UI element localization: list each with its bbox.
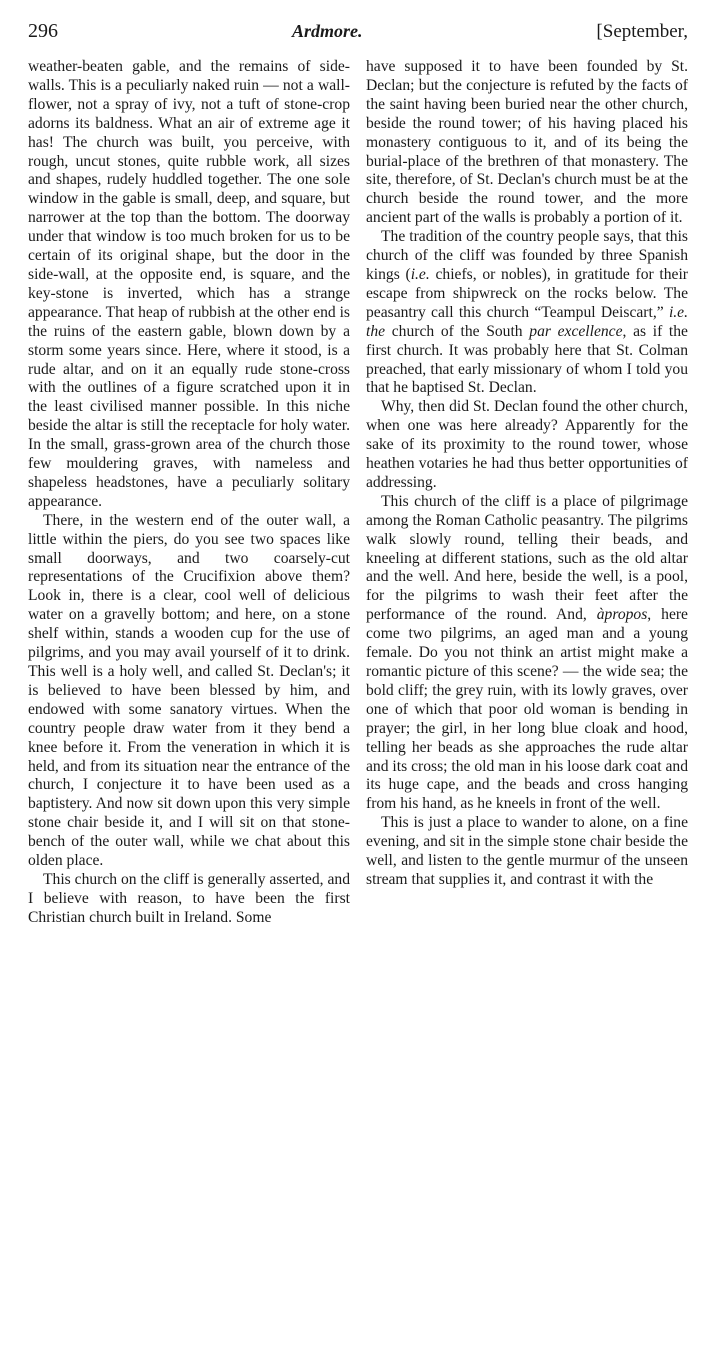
paragraph: There, in the western end of the outer wall, a little within the piers, do you see two spaces like small doorways, and two coarsely-cut representations of the Crucifixion above them? Look in, there is a clear, cool well of delicious water on a gravelly bottom; and here, on a stone shelf within, stands a wooden cup for the use of pilgrims, and you may avail yourself of it to drink. This well is a holy well, and called St. Declan's; it is believed to have been blessed by him, and endowed with some sanatory virtues. When the country people draw water from it they bend a knee before it. From the veneration in which it is held, and from its situation near the entrance of the church, I conjecture it to have been used as a baptistery. And now sit down upon this very simple stone chair beside it, and I will sit on that stone-bench of the outer wall, while we chat about this olden place. [28, 511, 350, 870]
text-columns [28, 58, 688, 928]
running-header [28, 20, 688, 50]
paragraph: weather-beaten gable, and the remains of side-walls. This is a peculiarly naked ruin — not a wall-flower, not a spray of ivy, not a tuft of stone-crop adorns its baldness. What an air of extreme age it has! The church was built, you perceive, with rough, uncut stones, quite rubble work, all sizes and shapes, rudely huddled together. The one sole window in the gable is small, deep, and square, but narrower at the top than the bottom. The doorway under that window is too much broken for us to be certain of its original shape, but the door in the side-wall, at the opposite end, is square, and the key-stone is inverted, which has a strange appearance. That heap of rubbish at the other end is the ruins of the eastern gable, blown down by a storm some years since. Here, where it stood, is a rude altar, and on it an equally rude stone-cross with the outlines of a figure scratched upon it in the least civilised manner possible. In this niche beside the altar is still the receptacle for holy water. In the small, grass-grown area of the church those few mouldering graves, with nameless and shapeless headstones, have a peculiarly solitary appearance. [28, 58, 350, 510]
running-date: [September, [596, 21, 688, 42]
paragraph: This church of the cliff is a place of pilgrimage among the Roman Catholic peasantry. The pilgrims walk slowly round, telling their beads, and kneeling at different stations, such as the old altar and the well. And here, beside the well, is a pool, for the pilgrims to wash their feet after the performance of the round. And, àpropos, here come two pilgrims, an aged man and a young female. Do you not think an artist might make a romantic picture of this scene? — the wide sea; the bold cliff; the grey ruin, with its lowly graves, over one of which that poor old woman is bending in prayer; the girl, in her long blue cloak and hood, telling her beads as she approaches the rude altar and its cross; the old man in his loose dark coat and its huge cape, and the beads and cross hanging from his hand, as he kneels in front of the well. [366, 492, 688, 813]
paragraph: The tradition of the country people says, that this church of the cliff was founded by three Spanish kings (i.e. chiefs, or nobles), in gratitude for their escape from shipwreck on the rocks below. The peasantry call this church “Teampul Deiscart,” i.e. the church of the South par excellence, as if the first church. It was probably here that St. Colman preached, that early missionary of whom I told you that he baptised St. Declan. [366, 228, 688, 397]
left-column [28, 58, 350, 928]
paragraph: This is just a place to wander to alone, on a fine evening, and sit in the simple stone chair beside the well, and listen to the gentle murmur of the unseen stream that supplies it, and contrast it with the [366, 814, 688, 888]
paragraph: Why, then did St. Declan found the other church, when one was here already? Apparently for the sake of its proximity to the round tower, whose heathen votaries he had thus better opportunities of addressing. [366, 398, 688, 491]
right-column [366, 58, 688, 928]
running-title: Ardmore. [291, 21, 363, 41]
paragraph: have supposed it to have been founded by St. Declan; but the conjecture is refuted by the facts of the saint having been buried near the other church, beside the round tower; of his having placed his monastery contiguous to it, and of its being the burial-place of the brethren of that monastery. The site, therefore, of St. Declan's church must be at the church beside the round tower, and the more ancient part of the walls is probably a portion of it. [366, 58, 688, 227]
page-number: 296 [28, 20, 58, 42]
paragraph: This church on the cliff is generally asserted, and I believe with reason, to have been the first Christian church built in Ireland. Some [28, 870, 350, 926]
